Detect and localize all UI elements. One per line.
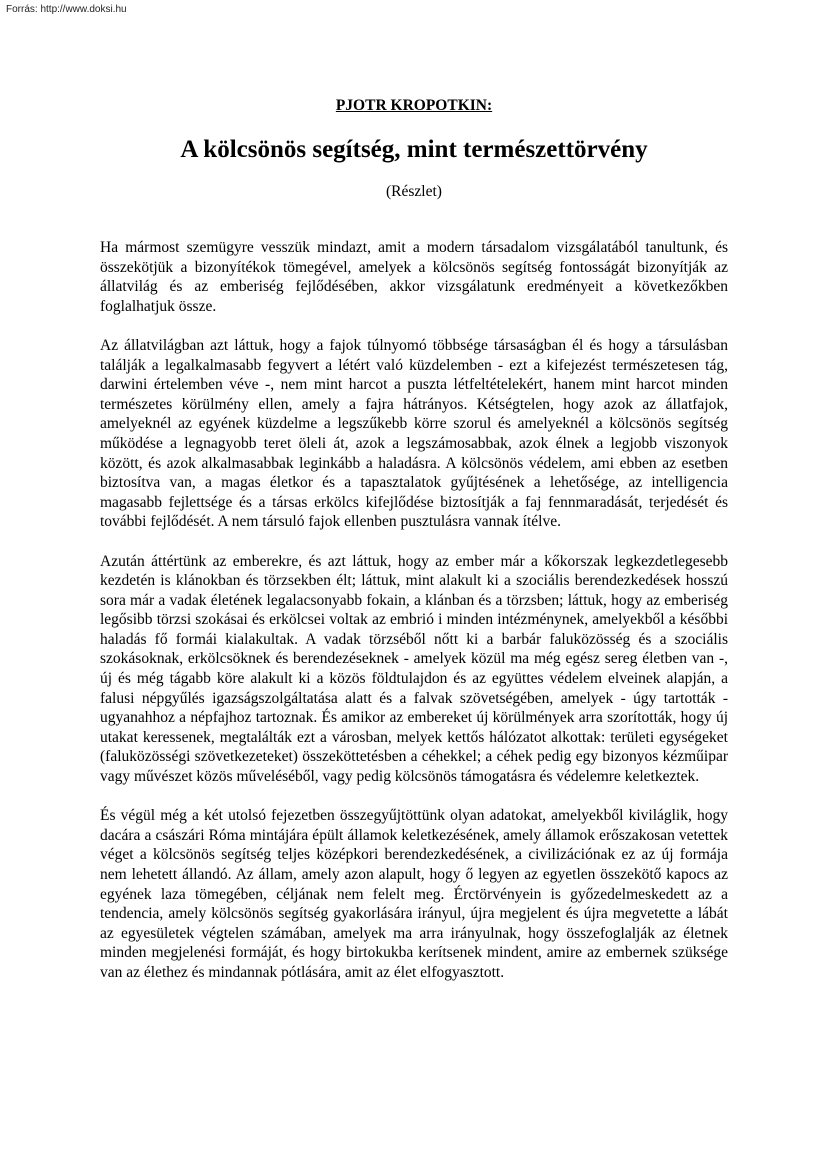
paragraph-1: Ha mármost szemügyre vesszük mindazt, amit a modern társadalom vizsgálatából tanultunk, és összekötjük a bizonyítékok tömegével, amelyek a kölcsönös segítség fontosságát bizonyítják az állatvilág és az emberiség fejlődésében, akkor vizsgálatunk eredményeit a következőkben foglalhatjuk össze. [100,239,728,315]
author-heading: PJOTR KROPOTKIN: [335,97,493,114]
paragraph-2: Az állatvilágban azt láttuk, hogy a fajok túlnyomó többsége társaságban él és hogy a társulásban találják a legalkalmasabb fegyvert a létért való küzdelemben - ezt a kifejezést természetesen tág, darwini értelemben véve -, nem mint harcot a puszta létfeltételekért, hanem mint harcot minden természetes körülmény ellen, amely a fajra hátrányos. Kétségtelen, hogy azok az állatfajok, amelyeknél az egyének küzdelme a legszűkebb körre szorul és amelyeknél a kölcsönös segítség működése a legnagyobb teret öleli át, azok a legszámosabbak, azok élnek a legjobb viszonyok között, és azok alkalmasabbak leginkább a haladásra. A kölcsönös védelem, ami ebben az esetben biztosítva van, a magas életkor és a tapasztalatok gyűjtésének a lehetősége, az intelligencia magasabb fejlettsége és a társas erkölcs kifejlődése biztosítják a faj fennmaradását, terjedését és további fejlődését. A nem társuló fajok ellenben pusztulásra vannak ítélve. [100,336,728,531]
document-subtitle: (Részlet) [386,183,442,200]
paragraph-3: Azután áttértünk az emberekre, és azt láttuk, hogy az ember már a kőkorszak legkezdetlegesebb kezdetén is klánokban és törzsekben élt; láttuk, mint alakult ki a szociális berendezkedések hosszú sora már a vadak életének legalacsonyabb fokain, a klánban és a törzsben; láttuk, hogy az emberiség legősibb törzsi szokásai és erkölcsei voltak az embrió i minden intézménynek, amelyekből a későbbi haladás fő formái kialakultak. A vadak törzséből nőtt ki a barbár faluközösség és a szociális szokásoknak, erkölcsöknek és berendezéseknek - amelyek közül ma még egész sereg életben van -, új és még tágabb köre alakult ki a közös földtulajdon és az együttes védelem elveinek alapján, a falusi népgyűlés igazságszolgáltatása alatt és a falvak szövetségében, amelyek - úgy tartották - ugyanahhoz a népfajhoz tartoznak. És amikor az embereket új körülmények arra szorították, hogy új utakat keressenek, megtalálták ezt a városban, melyek kettős hálózatot alkottak: területi egységeket (faluközösségi szövetkezeteket) összeköttetésben a céhekkel; a céhek pedig egy bizonyos kézműipar vagy művészet közös műveléséből, vagy pedig kölcsönös támogatásra és védelemre keletkeztek. [100,552,728,786]
source-label: Forrás: http://www.doksi.hu [6,4,127,15]
body-text [100,238,728,1002]
paragraph-4: És végül még a két utolsó fejezetben összegyűjtöttünk olyan adatokat, amelyekből kiviláglik, hogy dacára a császári Róma mintájára épült államok keletkezésének, amely államok erőszakosan vetettek véget a kölcsönös segítség teljes középkori berendezkedésének, a civilizációnak ez az új formája nem lehetett állandó. Az állam, amely azon alapult, hogy ő legyen az egyetlen összekötő kapocs az egyének laza tömegében, céljának nem felelt meg. Érctörvényein is győzedelmeskedett az a tendencia, amely kölcsönös segítség gyakorlására irányul, újra megjelent és újra megvetette a lábát az egyesületek végtelen számában, amelyek ma arra irányulnak, hogy összefoglalják az életnek minden megjelenési formáját, és hogy birtokukba kerítsenek mindent, amire az embernek szüksége van az élethez és mindannak pótlására, amit az élet elfogyasztott. [100,807,728,981]
document-title: A kölcsönös segítség, mint természettörvény [180,136,648,163]
